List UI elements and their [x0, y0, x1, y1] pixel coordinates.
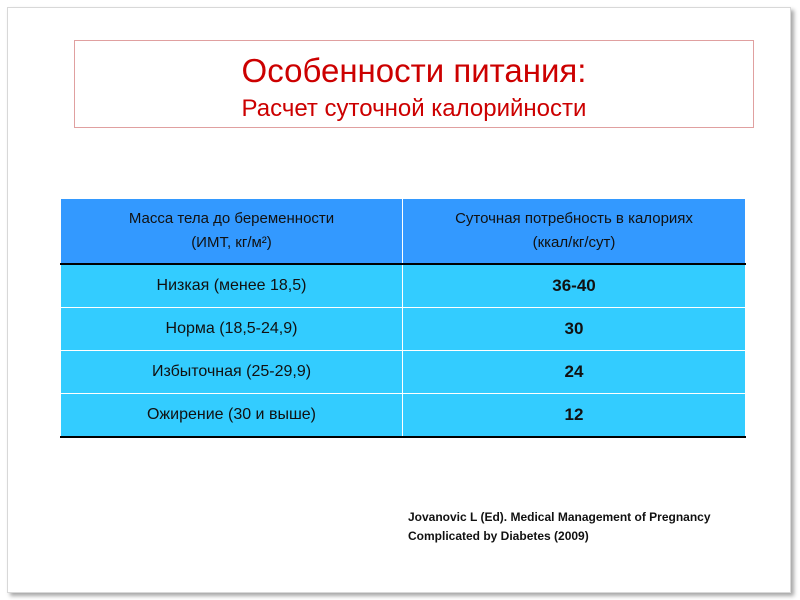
calorie-value: 36-40 [403, 264, 746, 308]
header-calorie-need-line2: (ккал/кг/сут) [532, 234, 616, 251]
calorie-value: 24 [403, 351, 746, 394]
calorie-value: 12 [403, 394, 746, 438]
bmi-category: Норма (18,5-24,9) [61, 308, 403, 351]
table-row [61, 264, 746, 308]
citation [408, 508, 711, 546]
table-row [61, 394, 746, 438]
table-row [61, 308, 746, 351]
slide-subtitle: Расчет суточной калорийности [241, 95, 587, 122]
header-body-mass-line1: Масса тела до беременности [128, 210, 335, 227]
slide-title: Особенности питания: [241, 52, 587, 89]
table-row [61, 351, 746, 394]
calorie-table [60, 198, 746, 438]
table-header-row [61, 199, 746, 265]
header-calorie-need [403, 199, 746, 265]
header-body-mass [61, 199, 403, 265]
slide [7, 7, 791, 593]
bmi-category: Избыточная (25-29,9) [61, 351, 403, 394]
citation-line1: Jovanovic L (Ed). Medical Management of Pregnancy [408, 510, 711, 524]
bmi-category: Низкая (менее 18,5) [61, 264, 403, 308]
header-body-mass-line2: (ИМТ, кг/м²) [191, 234, 272, 251]
bmi-category: Ожирение (30 и выше) [61, 394, 403, 438]
calorie-value: 30 [403, 308, 746, 351]
title-box [74, 40, 754, 128]
header-calorie-need-line1: Суточная потребность в калориях [455, 210, 693, 227]
citation-line2: Complicated by Diabetes (2009) [408, 529, 589, 543]
